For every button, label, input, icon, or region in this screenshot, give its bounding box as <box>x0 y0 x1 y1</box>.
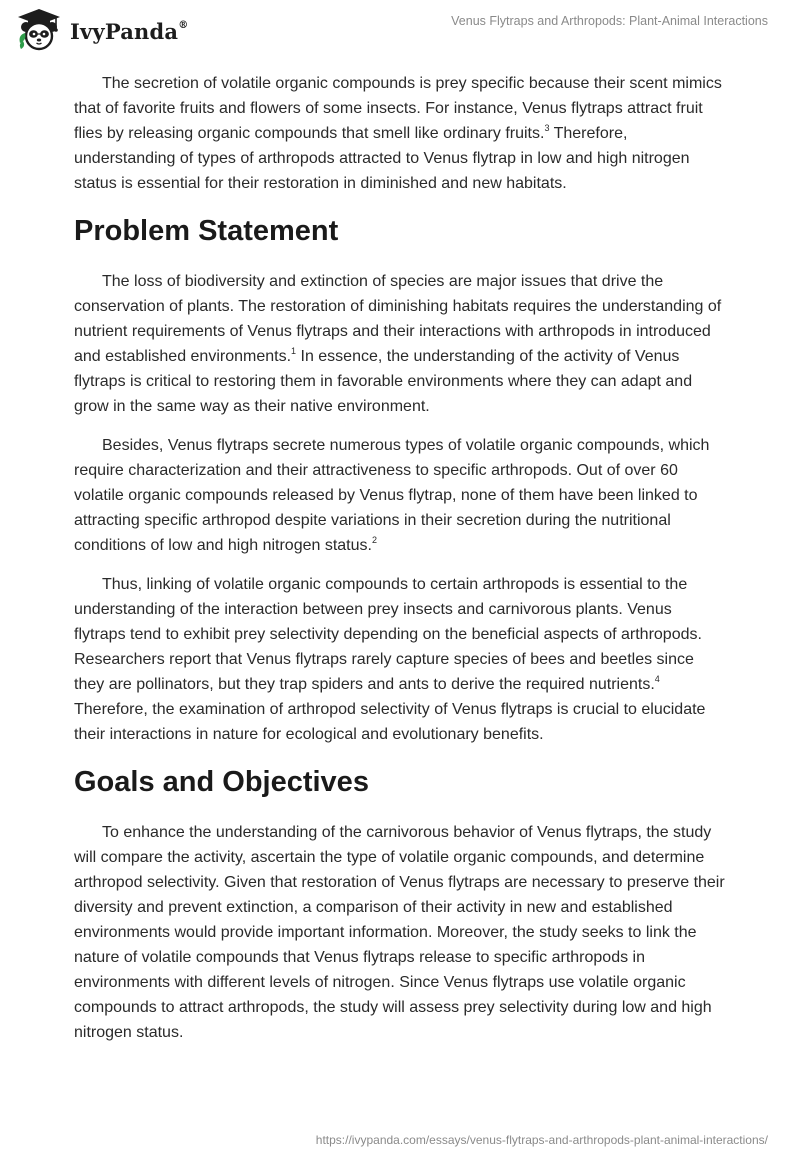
section-heading-problem-statement: Problem Statement <box>74 215 339 247</box>
footnote-ref[interactable]: 4 <box>654 673 660 684</box>
problem-paragraph-2: Besides, Venus flytraps secrete numerous types of volatile organic compounds, which require characterization and their attractiveness to specific arthropods. Out of over 60 volatile organic compounds released by Venus flytrap, none of them have been linked to attracting specific arthropod despite variations in their secretion during the nutritional conditions of low and high nitrogen status.$^2$ <box>74 437 710 554</box>
page-header <box>0 0 800 60</box>
source-url-link[interactable]: https://ivypanda.com/essays/venus-flytraps-and-arthropods-plant-animal-interactions/ <box>315 1133 768 1147</box>
panda-graduate-icon <box>16 7 62 53</box>
problem-paragraph-1: The loss of biodiversity and extinction of species are major issues that drive the conservation of plants. The restoration of diminishing habitats requires the understanding of nutrient requirements of Venus flytraps and their interactions with arthropods in introduced and established environments.$^1$ In essence, the understanding of the activity of Venus flytraps is critical to restoring them in favorable environments where they can adapt and grow in the same way as their native environment. <box>74 273 722 415</box>
essay-body <box>74 71 726 1059</box>
brand-name: IvyPanda® <box>70 18 189 44</box>
footnote-ref[interactable]: 1 <box>291 345 297 356</box>
footnote-ref[interactable]: 3 <box>544 122 550 133</box>
footnote-ref[interactable]: 2 <box>371 534 377 545</box>
section-heading-goals-and-objectives: Goals and Objectives <box>74 766 369 798</box>
goals-paragraph-1: To enhance the understanding of the carnivorous behavior of Venus flytraps, the study will compare the activity, ascertain the type of volatile organic compounds, and determine arthropod selectivity. Given that restoration of Venus flytraps are necessary to preserve their diversity and prevent extinction, a comparison of their activity in new and established environments would provide important information. Moreover, the study seeks to link the nature of volatile compounds that Venus flytraps release to specific arthropods in environments with different levels of nitrogen. Since Venus flytraps use volatile organic compounds to attract arthropods, the study will assess prey selectivity during low and high nitrogen status. <box>74 824 725 1041</box>
intro-paragraph: The secretion of volatile organic compounds is prey specific because their scent mimics that of favorite fruits and flowers of some insects. For instance, Venus flytraps attract fruit flies by releasing organic compounds that smell like ordinary fruits.$^3$ Therefore, understanding of types of arthropods attracted to Venus flytrap in low and high nitrogen status is essential for their restoration in diminished and new habitats. <box>74 75 722 192</box>
problem-paragraph-3: Thus, linking of volatile organic compounds to certain arthropods is essential to the understanding of the interaction between prey insects and carnivorous plants. Venus flytraps tend to exhibit prey selectivity depending on the beneficial aspects of arthropods. Researchers report that Venus flytraps rarely capture species of bees and beetles since they are pollinators, but they trap spiders and ants to derive the required nutrients.$^4$ Therefore, the examination of arthropod selectivity of Venus flytraps is crucial to elucidate their interactions in nature for ecological and evolutionary benefits. <box>74 576 706 743</box>
document-title: Venus Flytraps and Arthropods: Plant-Animal Interactions <box>451 14 768 28</box>
ivypanda-logo[interactable] <box>16 8 188 52</box>
